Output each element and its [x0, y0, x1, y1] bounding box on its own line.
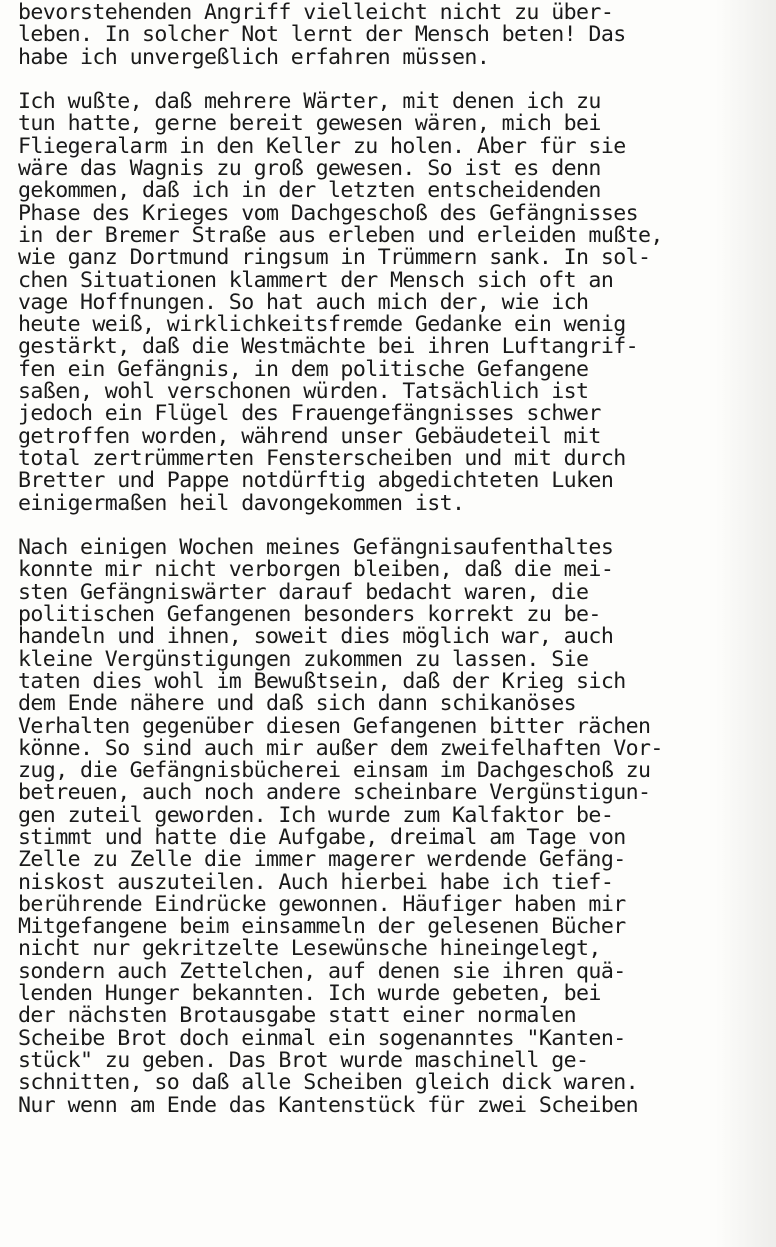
paragraph	[18, 2, 770, 69]
text-line: gestärkt, daß die Westmächte bei ihren Luftangrif-	[18, 334, 639, 360]
text-line: heute weiß, wirklichkeitsfremde Gedanke ein wenig	[18, 312, 626, 338]
text-line: Phase des Krieges vom Dachgeschoß des Gefängnisses	[18, 200, 639, 226]
text-line: Nach einigen Wochen meines Gefängnisaufenthaltes	[18, 535, 614, 561]
paragraph	[18, 537, 770, 1117]
text-line: Scheibe Brot doch einmal ein sogenanntes "Kanten-	[18, 1025, 626, 1051]
text-line: Fliegeralarm in den Keller zu holen. Aber für sie	[18, 133, 626, 159]
text-line: jedoch ein Flügel des Frauengefängnisses schwer	[18, 401, 601, 427]
text-line: könne. So sind auch mir außer dem zweifelhaften Vor-	[18, 735, 663, 761]
text-line: handeln und ihnen, soweit dies möglich war, auch	[18, 624, 614, 650]
text-line: kleine Vergünstigungen zukommen zu lassen. Sie	[18, 646, 589, 672]
text-line: Zelle zu Zelle die immer magerer werdende Gefäng-	[18, 847, 626, 873]
text-line: nicht nur gekritzelte Lesewünsche hineingelegt,	[18, 936, 601, 962]
text-line: Bretter und Pappe notdürftig abgedichteten Luken	[18, 468, 614, 494]
text-line: Mitgefangene beim einsammeln der gelesenen Bücher	[18, 914, 626, 940]
text-line: niskost auszuteilen. Auch hierbei habe ich tief-	[18, 869, 614, 895]
text-line: chen Situationen klammert der Mensch sich oft an	[18, 267, 614, 293]
text-line: wie ganz Dortmund ringsum in Trümmern sank. In sol-	[18, 245, 651, 271]
text-line: einigermaßen heil davongekommen ist.	[18, 490, 465, 516]
text-line: tun hatte, gerne bereit gewesen wären, mich bei	[18, 111, 601, 137]
text-line: leben. In solcher Not lernt der Mensch beten! Das	[18, 22, 626, 48]
body-text	[18, 2, 770, 1139]
text-line: habe ich unvergeßlich erfahren müssen.	[18, 44, 490, 70]
text-line: stimmt und hatte die Aufgabe, dreimal am Tage von	[18, 824, 626, 850]
text-line: gekommen, daß ich in der letzten entscheidenden	[18, 178, 601, 204]
text-line: saßen, wohl verschonen würden. Tatsächlich ist	[18, 379, 589, 405]
text-line: gen zuteil geworden. Ich wurde zum Kalfaktor be-	[18, 802, 614, 828]
text-line: berührende Eindrücke gewonnen. Häufiger haben mir	[18, 891, 626, 917]
text-line: Verhalten gegenüber diesen Gefangenen bitter rächen	[18, 713, 651, 739]
text-line: bevorstehenden Angriff vielleicht nicht zu über-	[18, 0, 614, 25]
text-line: taten dies wohl im Bewußtsein, daß der Krieg sich	[18, 668, 626, 694]
text-line: zug, die Gefängnisbücherei einsam im Dachgeschoß zu	[18, 758, 651, 784]
text-line: lenden Hunger bekannten. Ich wurde gebeten, bei	[18, 981, 601, 1007]
text-line: sondern auch Zettelchen, auf denen sie ihren quä-	[18, 958, 626, 984]
text-line: schnitten, so daß alle Scheiben gleich dick waren.	[18, 1070, 639, 1096]
paragraph	[18, 91, 770, 515]
text-line: vage Hoffnungen. So hat auch mich der, wie ich	[18, 289, 589, 315]
text-line: sten Gefängniswärter darauf bedacht waren, die	[18, 579, 589, 605]
text-line: konnte mir nicht verborgen bleiben, daß die mei-	[18, 557, 614, 583]
text-line: stück" zu geben. Das Brot wurde maschinell ge-	[18, 1047, 589, 1073]
text-line: wäre das Wagnis zu groß gewesen. So ist es denn	[18, 156, 601, 182]
text-line: in der Bremer Straße aus erleben und erleiden mußte,	[18, 222, 663, 248]
text-line: betreuen, auch noch andere scheinbare Vergünstigun-	[18, 780, 651, 806]
text-line: total zertrümmerten Fensterscheiben und mit durch	[18, 445, 626, 471]
text-line: Ich wußte, daß mehrere Wärter, mit denen ich zu	[18, 89, 601, 115]
text-line: der nächsten Brotausgabe statt einer normalen	[18, 1003, 577, 1029]
text-line: getroffen worden, während unser Gebäudeteil mit	[18, 423, 601, 449]
text-line: fen ein Gefängnis, in dem politische Gefangene	[18, 356, 589, 382]
text-line: dem Ende nähere und daß sich dann schikanöses	[18, 691, 577, 717]
text-line: politischen Gefangenen besonders korrekt zu be-	[18, 602, 601, 628]
text-line: Nur wenn am Ende das Kantenstück für zwei Scheiben	[18, 1092, 639, 1118]
